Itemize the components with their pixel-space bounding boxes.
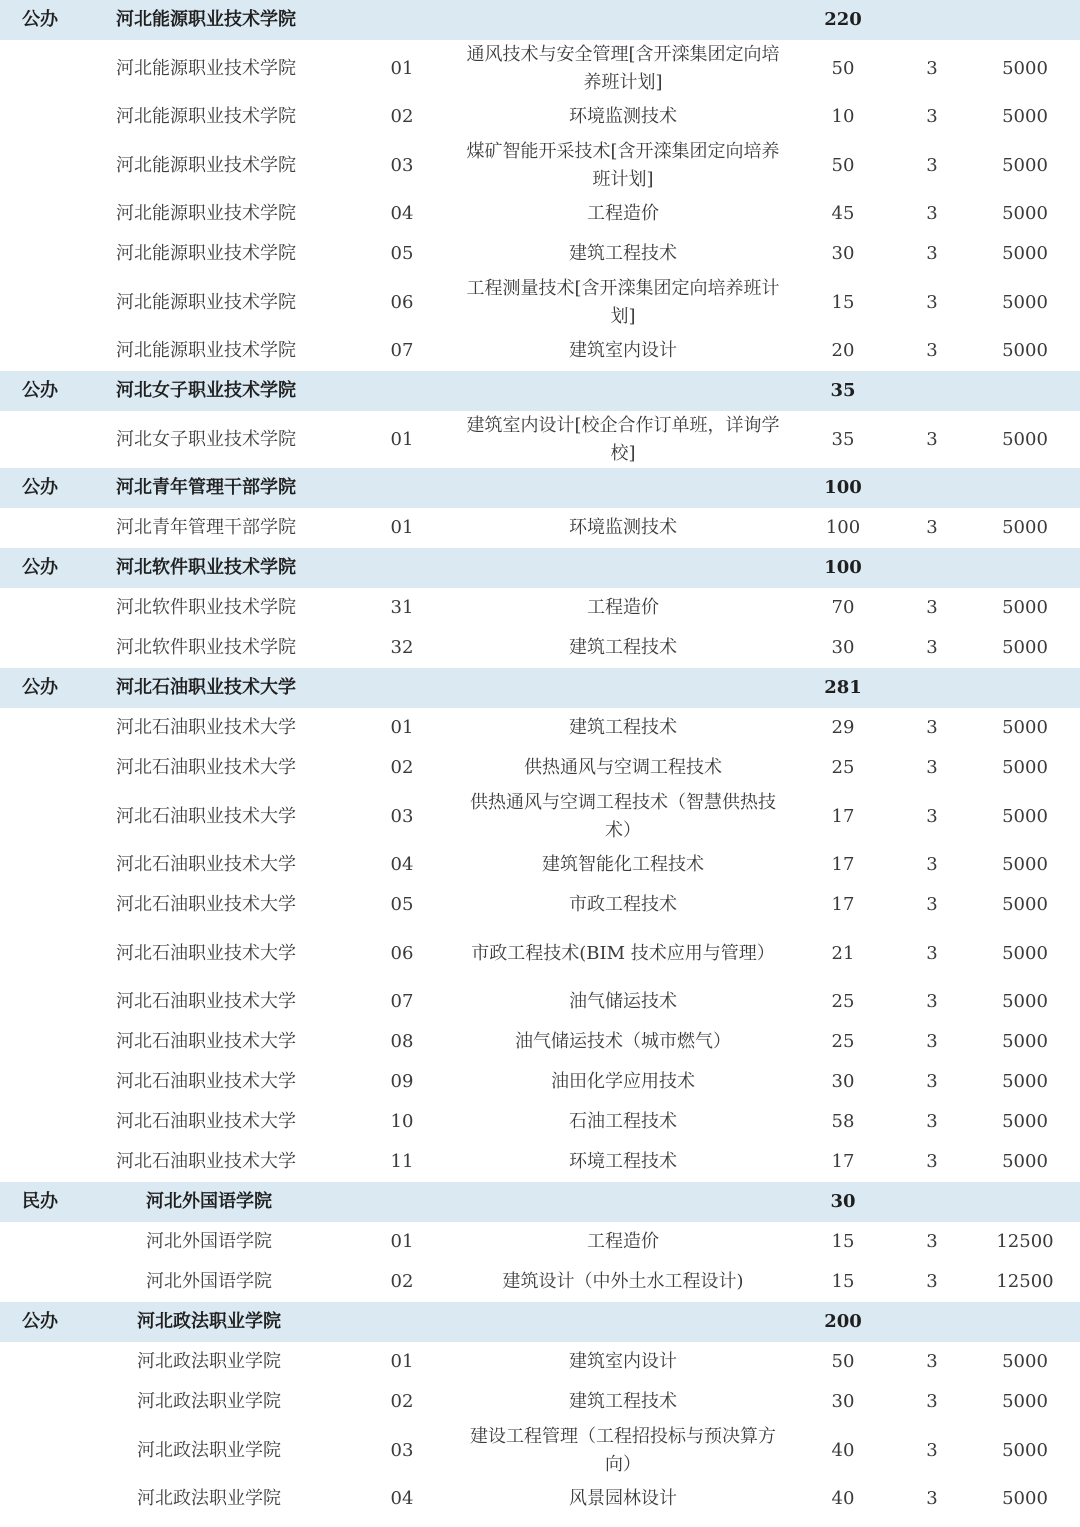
major-name: 建设工程管理（工程招投标与预决算方向） — [470, 1425, 776, 1475]
major-row — [0, 1062, 1080, 1102]
study-years: 3 — [926, 1111, 938, 1132]
major-code: 03 — [390, 805, 414, 827]
major-name: 工程造价 — [587, 1231, 659, 1252]
tuition-fee: 5000 — [1002, 717, 1048, 738]
major-name: 建筑工程技术 — [569, 637, 677, 658]
major-school-name: 河北石油职业技术大学 — [116, 991, 296, 1012]
school-group-row — [0, 548, 1080, 588]
tuition-fee: 5000 — [1002, 243, 1048, 264]
major-row — [0, 137, 1080, 194]
tuition-fee: 5000 — [1002, 1111, 1048, 1132]
tuition-fee: 5000 — [1002, 942, 1048, 964]
tuition-fee: 5000 — [1002, 340, 1048, 361]
major-school-name: 河北外国语学院 — [146, 1271, 272, 1292]
major-school-name: 河北石油职业技术大学 — [116, 894, 296, 915]
major-school-name: 河北软件职业技术学院 — [116, 597, 296, 618]
major-row — [0, 331, 1080, 371]
major-code: 02 — [390, 1391, 414, 1412]
major-name: 建筑设计（中外土水工程设计) — [502, 1271, 744, 1292]
major-name: 环境工程技术 — [569, 1151, 677, 1172]
major-row — [0, 1342, 1080, 1382]
major-school-name: 河北政法职业学院 — [137, 1351, 281, 1372]
major-school-name: 河北石油职业技术大学 — [116, 805, 296, 827]
major-name: 建筑工程技术 — [569, 717, 677, 738]
major-row — [0, 508, 1080, 548]
plan-count: 29 — [831, 717, 855, 738]
tuition-fee: 5000 — [1002, 757, 1048, 778]
plan-count: 30 — [831, 243, 855, 264]
school-total-plan: 30 — [830, 1191, 856, 1212]
major-school-name: 河北能源职业技术学院 — [116, 340, 296, 361]
major-row — [0, 1222, 1080, 1262]
plan-count: 100 — [825, 517, 861, 538]
major-code: 02 — [390, 757, 414, 778]
major-name: 环境监测技术 — [569, 517, 677, 538]
study-years: 3 — [926, 428, 938, 450]
major-row — [0, 1142, 1080, 1182]
study-years: 3 — [926, 757, 938, 778]
plan-count: 30 — [831, 1391, 855, 1412]
tuition-fee: 5000 — [1002, 1351, 1048, 1372]
study-years: 3 — [926, 637, 938, 658]
study-years: 3 — [926, 1391, 938, 1412]
major-code: 04 — [390, 854, 414, 875]
major-school-name: 河北石油职业技术大学 — [116, 1031, 296, 1052]
major-code: 11 — [390, 1151, 414, 1172]
major-school-name: 河北政法职业学院 — [137, 1391, 281, 1412]
study-years: 3 — [926, 154, 938, 176]
major-school-name: 河北石油职业技术大学 — [116, 757, 296, 778]
tuition-fee: 5000 — [1002, 805, 1048, 827]
major-row — [0, 588, 1080, 628]
plan-count: 25 — [831, 1031, 855, 1052]
major-school-name: 河北外国语学院 — [146, 1231, 272, 1252]
major-name: 建筑工程技术 — [569, 243, 677, 264]
tuition-fee: 5000 — [1002, 597, 1048, 618]
major-row — [0, 1382, 1080, 1422]
school-name: 河北能源职业技术学院 — [116, 9, 296, 30]
major-row — [0, 40, 1080, 97]
major-name: 供热通风与空调工程技术 — [524, 757, 722, 778]
plan-count: 40 — [831, 1439, 855, 1461]
school-type: 公办 — [22, 477, 58, 498]
major-school-name: 河北青年管理干部学院 — [116, 517, 296, 538]
major-row — [0, 1479, 1080, 1519]
major-school-name: 河北石油职业技术大学 — [116, 717, 296, 738]
school-total-plan: 35 — [830, 380, 856, 401]
school-name: 河北外国语学院 — [146, 1191, 272, 1212]
major-code: 01 — [390, 1351, 414, 1372]
tuition-fee: 5000 — [1002, 154, 1048, 176]
study-years: 3 — [926, 597, 938, 618]
school-name: 河北石油职业技术大学 — [116, 677, 296, 698]
major-code: 09 — [390, 1071, 414, 1092]
major-school-name: 河北女子职业技术学院 — [116, 428, 296, 450]
major-name: 建筑室内设计 — [569, 1351, 677, 1372]
school-group-row — [0, 371, 1080, 411]
study-years: 3 — [926, 1151, 938, 1172]
study-years: 3 — [926, 243, 938, 264]
tuition-fee: 5000 — [1002, 991, 1048, 1012]
tuition-fee: 5000 — [1002, 1391, 1048, 1412]
major-name: 建筑智能化工程技术 — [542, 854, 704, 875]
tuition-fee: 12500 — [996, 1231, 1054, 1252]
major-code: 05 — [390, 243, 414, 264]
tuition-fee: 5000 — [1002, 57, 1048, 79]
major-school-name: 河北能源职业技术学院 — [116, 203, 296, 224]
plan-count: 20 — [831, 340, 855, 361]
study-years: 3 — [926, 991, 938, 1012]
school-name: 河北青年管理干部学院 — [116, 477, 296, 498]
study-years: 3 — [926, 203, 938, 224]
school-name: 河北政法职业学院 — [137, 1311, 281, 1332]
plan-count: 45 — [831, 203, 855, 224]
major-row — [0, 925, 1080, 982]
school-total-plan: 220 — [824, 9, 862, 30]
study-years: 3 — [926, 1031, 938, 1052]
major-school-name: 河北能源职业技术学院 — [116, 243, 296, 264]
study-years: 3 — [926, 805, 938, 827]
major-school-name: 河北能源职业技术学院 — [116, 291, 296, 313]
plan-count: 30 — [831, 1071, 855, 1092]
major-school-name: 河北软件职业技术学院 — [116, 637, 296, 658]
school-type: 民办 — [22, 1191, 58, 1212]
tuition-fee: 5000 — [1002, 203, 1048, 224]
major-row — [0, 982, 1080, 1022]
major-school-name: 河北石油职业技术大学 — [116, 1151, 296, 1172]
study-years: 3 — [926, 340, 938, 361]
school-group-row — [0, 668, 1080, 708]
study-years: 3 — [926, 854, 938, 875]
major-name: 供热通风与空调工程技术（智慧供热技术） — [470, 791, 776, 841]
major-name: 市政工程技术(BIM 技术应用与管理） — [471, 942, 775, 964]
school-group-row — [0, 1302, 1080, 1342]
plan-count: 17 — [831, 894, 855, 915]
major-name: 通风技术与安全管理[含开滦集团定向培养班计划] — [466, 43, 780, 93]
tuition-fee: 5000 — [1002, 854, 1048, 875]
major-row — [0, 411, 1080, 468]
major-name: 油田化学应用技术 — [551, 1071, 695, 1092]
plan-count: 10 — [831, 106, 855, 127]
major-code: 01 — [390, 517, 414, 538]
major-school-name: 河北能源职业技术学院 — [116, 57, 296, 79]
major-code: 01 — [390, 428, 414, 450]
major-name: 油气储运技术 — [569, 991, 677, 1012]
major-name: 油气储运技术（城市燃气） — [515, 1031, 731, 1052]
major-code: 03 — [390, 1439, 414, 1461]
major-code: 02 — [390, 106, 414, 127]
major-code: 04 — [390, 1488, 414, 1509]
tuition-fee: 5000 — [1002, 428, 1048, 450]
major-school-name: 河北政法职业学院 — [137, 1439, 281, 1461]
tuition-fee: 5000 — [1002, 106, 1048, 127]
major-row — [0, 274, 1080, 331]
major-row — [0, 234, 1080, 274]
plan-count: 25 — [831, 757, 855, 778]
school-total-plan: 100 — [824, 557, 862, 578]
major-code: 01 — [390, 717, 414, 738]
major-code: 01 — [390, 57, 414, 79]
tuition-fee: 5000 — [1002, 1439, 1048, 1461]
major-row — [0, 748, 1080, 788]
study-years: 3 — [926, 1439, 938, 1461]
major-row — [0, 194, 1080, 234]
major-row — [0, 97, 1080, 137]
plan-count: 17 — [831, 854, 855, 875]
study-years: 3 — [926, 1351, 938, 1372]
major-name: 工程造价 — [587, 203, 659, 224]
tuition-fee: 5000 — [1002, 291, 1048, 313]
plan-count: 15 — [831, 291, 855, 313]
school-type: 公办 — [22, 1311, 58, 1332]
tuition-fee: 5000 — [1002, 1071, 1048, 1092]
tuition-fee: 5000 — [1002, 1488, 1048, 1509]
plan-count: 25 — [831, 991, 855, 1012]
major-row — [0, 788, 1080, 845]
school-name: 河北女子职业技术学院 — [116, 380, 296, 401]
major-row — [0, 708, 1080, 748]
school-total-plan: 200 — [824, 1311, 862, 1332]
school-group-row — [0, 0, 1080, 40]
study-years: 3 — [926, 1271, 938, 1292]
tuition-fee: 5000 — [1002, 637, 1048, 658]
school-type: 公办 — [22, 380, 58, 401]
major-code: 32 — [390, 637, 414, 658]
tuition-fee: 5000 — [1002, 1031, 1048, 1052]
study-years: 3 — [926, 57, 938, 79]
major-row — [0, 845, 1080, 885]
study-years: 3 — [926, 942, 938, 964]
major-row — [0, 1422, 1080, 1479]
school-group-row — [0, 468, 1080, 508]
major-code: 10 — [390, 1111, 414, 1132]
major-code: 04 — [390, 203, 414, 224]
major-code: 06 — [390, 942, 414, 964]
school-type: 公办 — [22, 9, 58, 30]
major-row — [0, 628, 1080, 668]
major-school-name: 河北政法职业学院 — [137, 1488, 281, 1509]
major-school-name: 河北能源职业技术学院 — [116, 154, 296, 176]
study-years: 3 — [926, 106, 938, 127]
tuition-fee: 5000 — [1002, 517, 1048, 538]
plan-count: 50 — [831, 154, 855, 176]
major-code: 31 — [390, 597, 414, 618]
plan-count: 50 — [831, 1351, 855, 1372]
major-name: 建筑工程技术 — [569, 1391, 677, 1412]
plan-count: 15 — [831, 1231, 855, 1252]
study-years: 3 — [926, 717, 938, 738]
plan-count: 15 — [831, 1271, 855, 1292]
study-years: 3 — [926, 517, 938, 538]
school-total-plan: 100 — [824, 477, 862, 498]
major-school-name: 河北石油职业技术大学 — [116, 1111, 296, 1132]
major-code: 07 — [390, 340, 414, 361]
major-name: 建筑室内设计[校企合作订单班，详询学校] — [466, 414, 780, 464]
major-row — [0, 1022, 1080, 1062]
major-name: 风景园林设计 — [569, 1488, 677, 1509]
major-school-name: 河北石油职业技术大学 — [116, 854, 296, 875]
study-years: 3 — [926, 1488, 938, 1509]
plan-count: 40 — [831, 1488, 855, 1509]
major-row — [0, 1102, 1080, 1142]
school-type: 公办 — [22, 677, 58, 698]
major-name: 环境监测技术 — [569, 106, 677, 127]
school-group-row — [0, 1182, 1080, 1222]
major-code: 05 — [390, 894, 414, 915]
study-years: 3 — [926, 1071, 938, 1092]
major-row — [0, 885, 1080, 925]
major-name: 石油工程技术 — [569, 1111, 677, 1132]
study-years: 3 — [926, 291, 938, 313]
major-name: 建筑室内设计 — [569, 340, 677, 361]
plan-count: 50 — [831, 57, 855, 79]
major-name: 工程测量技术[含开滦集团定向培养班计划] — [466, 277, 780, 327]
major-code: 01 — [390, 1231, 414, 1252]
major-school-name: 河北石油职业技术大学 — [116, 1071, 296, 1092]
school-name: 河北软件职业技术学院 — [116, 557, 296, 578]
plan-count: 21 — [831, 942, 855, 964]
major-code: 03 — [390, 154, 414, 176]
plan-count: 58 — [831, 1111, 855, 1132]
tuition-fee: 5000 — [1002, 1151, 1048, 1172]
major-school-name: 河北能源职业技术学院 — [116, 106, 296, 127]
major-code: 02 — [390, 1271, 414, 1292]
plan-count: 17 — [831, 1151, 855, 1172]
major-code: 07 — [390, 991, 414, 1012]
plan-count: 70 — [831, 597, 855, 618]
major-code: 06 — [390, 291, 414, 313]
plan-count: 30 — [831, 637, 855, 658]
study-years: 3 — [926, 894, 938, 915]
study-years: 3 — [926, 1231, 938, 1252]
major-name: 煤矿智能开采技术[含开滦集团定向培养班计划] — [466, 140, 780, 190]
tuition-fee: 5000 — [1002, 894, 1048, 915]
major-name: 市政工程技术 — [569, 894, 677, 915]
plan-count: 17 — [831, 805, 855, 827]
school-type: 公办 — [22, 557, 58, 578]
major-name: 工程造价 — [587, 597, 659, 618]
major-row — [0, 1262, 1080, 1302]
school-total-plan: 281 — [824, 677, 862, 698]
major-code: 08 — [390, 1031, 414, 1052]
major-school-name: 河北石油职业技术大学 — [116, 942, 296, 964]
plan-count: 35 — [831, 428, 855, 450]
tuition-fee: 12500 — [996, 1271, 1054, 1292]
